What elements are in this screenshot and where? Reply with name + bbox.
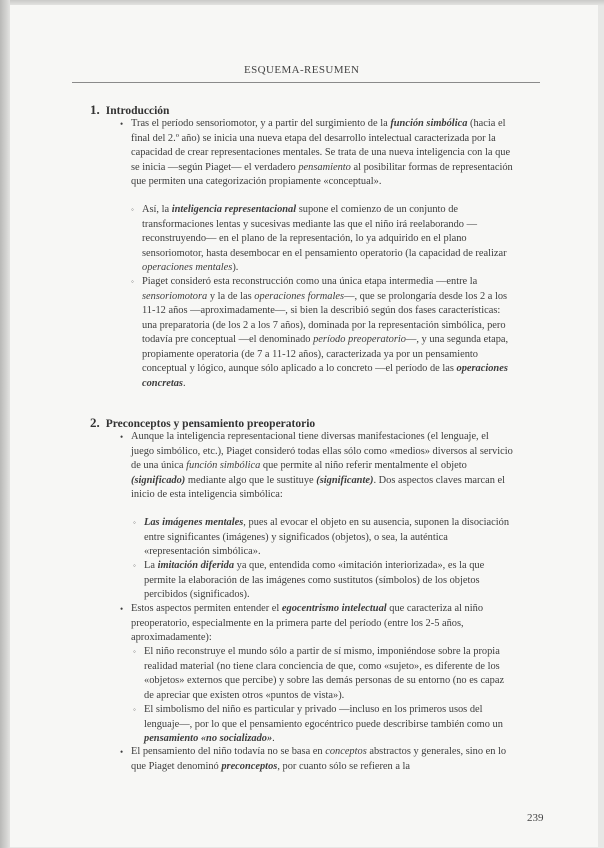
section-number: 2. — [90, 415, 100, 430]
sub-bullet-paragraph: ◦ Así, la inteligencia representacional supone el comienzo de un conjunto de transformaciones lentas y sucesivas mediante las que el niño irá reelaborando —reconstruyendo— en el plano de la representación, lo ya adquirido en el plano sensoriomotor, hasta desembocar en el pensamiento operatorio (la capacidad de realizar operaciones mentales). — [131, 204, 507, 274]
sub-bullet-marker: ◦ — [131, 205, 134, 214]
sub-bullet-paragraph: ◦ Las imágenes mentales, pues al evocar el objeto en su ausencia, suponen la disociación entre significantes (imágenes) y significados (objetos), o sea, la auténtica «representación simbólica». — [133, 517, 510, 558]
bullet-paragraph: • Tras el período sensoriomotor, y a partir del surgimiento de la función simbólica (hacia el final del 2.º año) se inicia una nueva etapa del desarrollo intelectual caracterizada por la capacidad de crear representaciones mentales. Se trata de una nueva inteligencia con la que se inicia —según Piaget— el verdadero pensamiento al posibilitar formas de representación que permiten una categorización propiamente «conceptual». — [120, 118, 513, 188]
sub-bullet-marker: ◦ — [131, 277, 134, 286]
sub-bullet-paragraph: ◦ El simbolismo del niño es particular y privado —incluso en los primeros usos del lenguaje—, por lo que el pensamiento egocéntrico puede describirse también como un pensamiento «no socializado». — [133, 704, 503, 745]
sub-bullet-marker: ◦ — [133, 647, 136, 656]
section-number: 1. — [90, 102, 100, 117]
page-header: ESQUEMA-RESUMEN — [244, 64, 360, 76]
header-rule — [72, 82, 540, 83]
bullet-paragraph: • Aunque la inteligencia representacional tiene diversas manifestaciones (el lenguaje, el juego simbólico, etc.), Piaget consideró todas ellas sólo como «medios» diversos al servicio de una única función simbólica que permite al niño referir mentalmente el objeto (significado) mediante algo que le sustituye (significante). Dos aspectos claves marcan el inicio de esta inteligencia simbólica: — [120, 431, 513, 501]
sub-bullet-marker: ◦ — [133, 705, 136, 714]
bullet-marker: • — [120, 119, 124, 129]
bullet-marker: • — [120, 432, 124, 442]
bullet-paragraph: • Estos aspectos permiten entender el egocentrismo intelectual que caracteriza al niño preoperatorio, especialmente en la primera parte del período (entre los 2-5 años, aproximadamente): — [120, 603, 484, 644]
sub-bullet-paragraph: ◦ La imitación diferida ya que, entendida como «imitación interiorizada», es la que permite la elaboración de las imágenes como sustitutos (símbolos) de los objetos percibidos (significados). — [133, 560, 485, 601]
page-number: 239 — [527, 812, 544, 824]
bullet-paragraph: • El pensamiento del niño todavía no se basa en conceptos abstractos y generales, sino en lo que Piaget denominó preconceptos, por cuanto sólo se refieren a la — [120, 746, 507, 772]
sub-bullet-paragraph: ◦ Piaget consideró esta reconstrucción como una única etapa intermedia —entre la sensoriomotora y la de las operaciones formales—, que se prolongaría desde los 2 a los 11-12 años —aproximadamente—, si bien la describió según dos fases características: una preparatoria (de los 2 a los 7 años), dominada por la representación simbólica, pero todavía pre conceptual —el denominado período preoperatorio—, y una segunda etapa, propiamente operatoria (de 7 a 11-12 años), caracterizada ya por un pensamiento conceptual y lógico, aunque sólo aplicado a lo concreto —el período de las operaciones concretas. — [131, 276, 509, 389]
section-heading — [90, 415, 315, 431]
section-title: Preconceptos y pensamiento preoperatorio — [105, 418, 316, 430]
section-title: Introducción — [105, 105, 170, 117]
sub-bullet-marker: ◦ — [133, 561, 136, 570]
scan-left-edge — [0, 0, 10, 848]
section-heading — [90, 102, 169, 118]
bullet-marker: • — [120, 747, 124, 757]
bullet-marker: • — [120, 604, 124, 614]
sub-bullet-paragraph: ◦ El niño reconstruye el mundo sólo a partir de sí mismo, imponiéndose sobre la propia realidad material (no tiene clara conciencia de que, como «sujeto», es diferente de los «objetos» externos que percibe) y sobre las demás personas de su entorno (no es capaz de apreciar que existen otros «puntos de vista»). — [133, 646, 505, 701]
sub-bullet-marker: ◦ — [133, 518, 136, 527]
